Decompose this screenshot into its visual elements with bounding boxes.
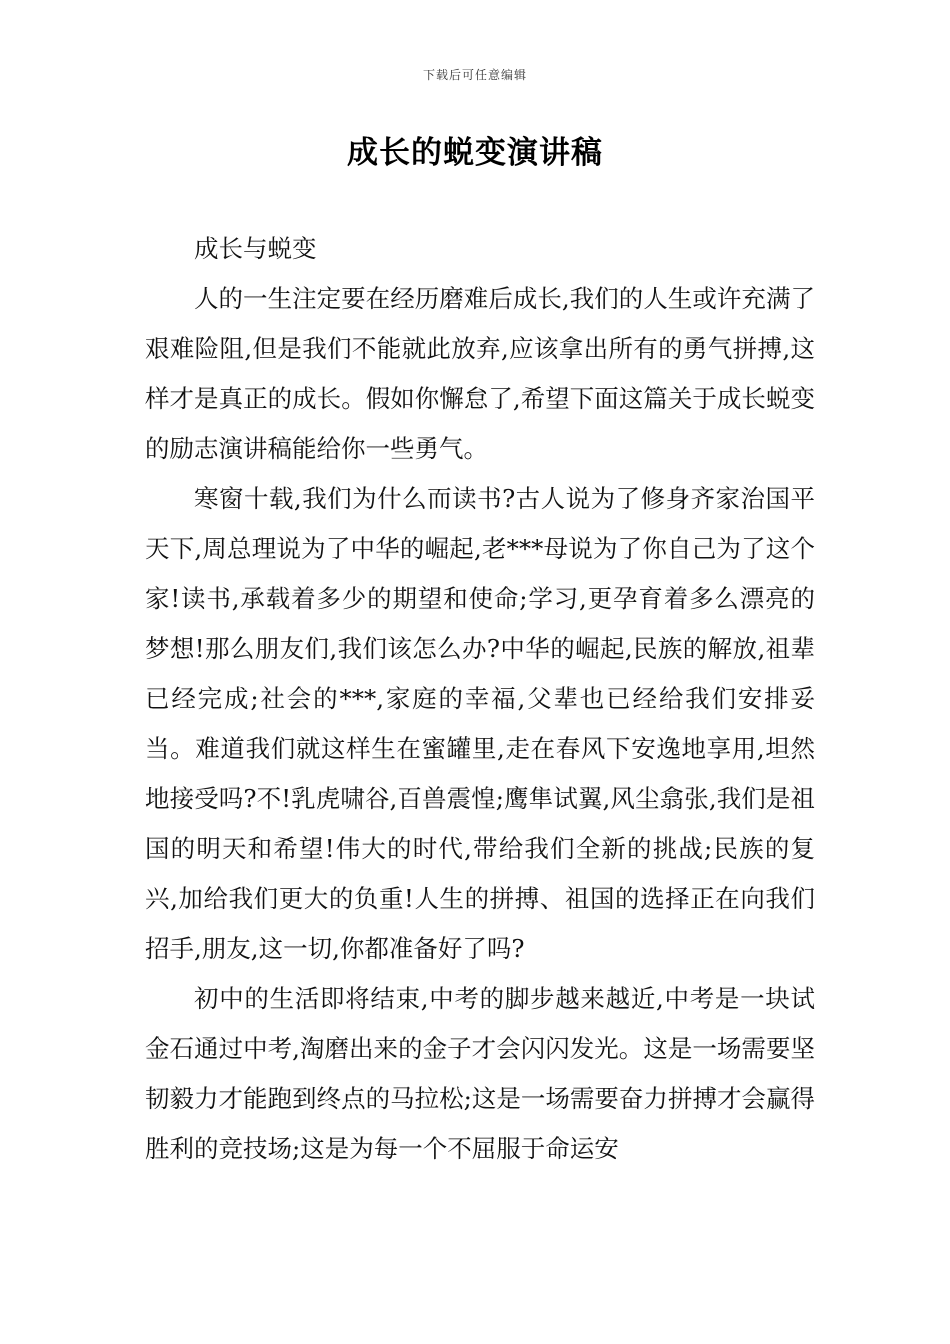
header-note: 下载后可任意编辑 bbox=[422, 68, 527, 82]
section-heading: 成长与蜕变 bbox=[194, 234, 317, 263]
document-body bbox=[145, 224, 815, 1174]
paragraph: 人的一生注定要在经历磨难后成长,我们的人生或许充满了艰难险阻,但是我们不能就此放弃,应该拿出所有的勇气拼搏,这样才是真正的成长。假如你懈怠了,希望下面这篇关于成长蜕变的励志演讲稿能给你一些勇气。 bbox=[145, 284, 815, 463]
paragraph: 寒窗十载,我们为什么而读书?古人说为了修身齐家治国平天下,周总理说为了中华的崛起,老***母说为了你自己为了这个家!读书,承载着多少的期望和使命;学习,更孕育着多么漂亮的梦想!那么朋友们,我们该怎么办?中华的崛起,民族的解放,祖辈已经完成;社会的***,家庭的幸福,父辈也已经给我们安排妥当。难道我们就这样生在蜜罐里,走在春风下安逸地享用,坦然地接受吗?不!乳虎啸谷,百兽震惶;鹰隼试翼,风尘翕张,我们是祖国的明天和希望!伟大的时代,带给我们全新的挑战;民族的复兴,加给我们更大的负重!人生的拼搏、祖国的选择正在向我们招手,朋友,这一切,你都准备好了吗? bbox=[145, 484, 815, 963]
paragraph: 初中的生活即将结束,中考的脚步越来越近,中考是一块试金石通过中考,淘磨出来的金子才会闪闪发光。这是一场需要坚韧毅力才能跑到终点的马拉松;这是一场需要奋力拼搏才会赢得胜利的竞技场;这是为每一个不屈服于命运安 bbox=[145, 984, 815, 1163]
document-title: 成长的蜕变演讲稿 bbox=[347, 135, 603, 171]
